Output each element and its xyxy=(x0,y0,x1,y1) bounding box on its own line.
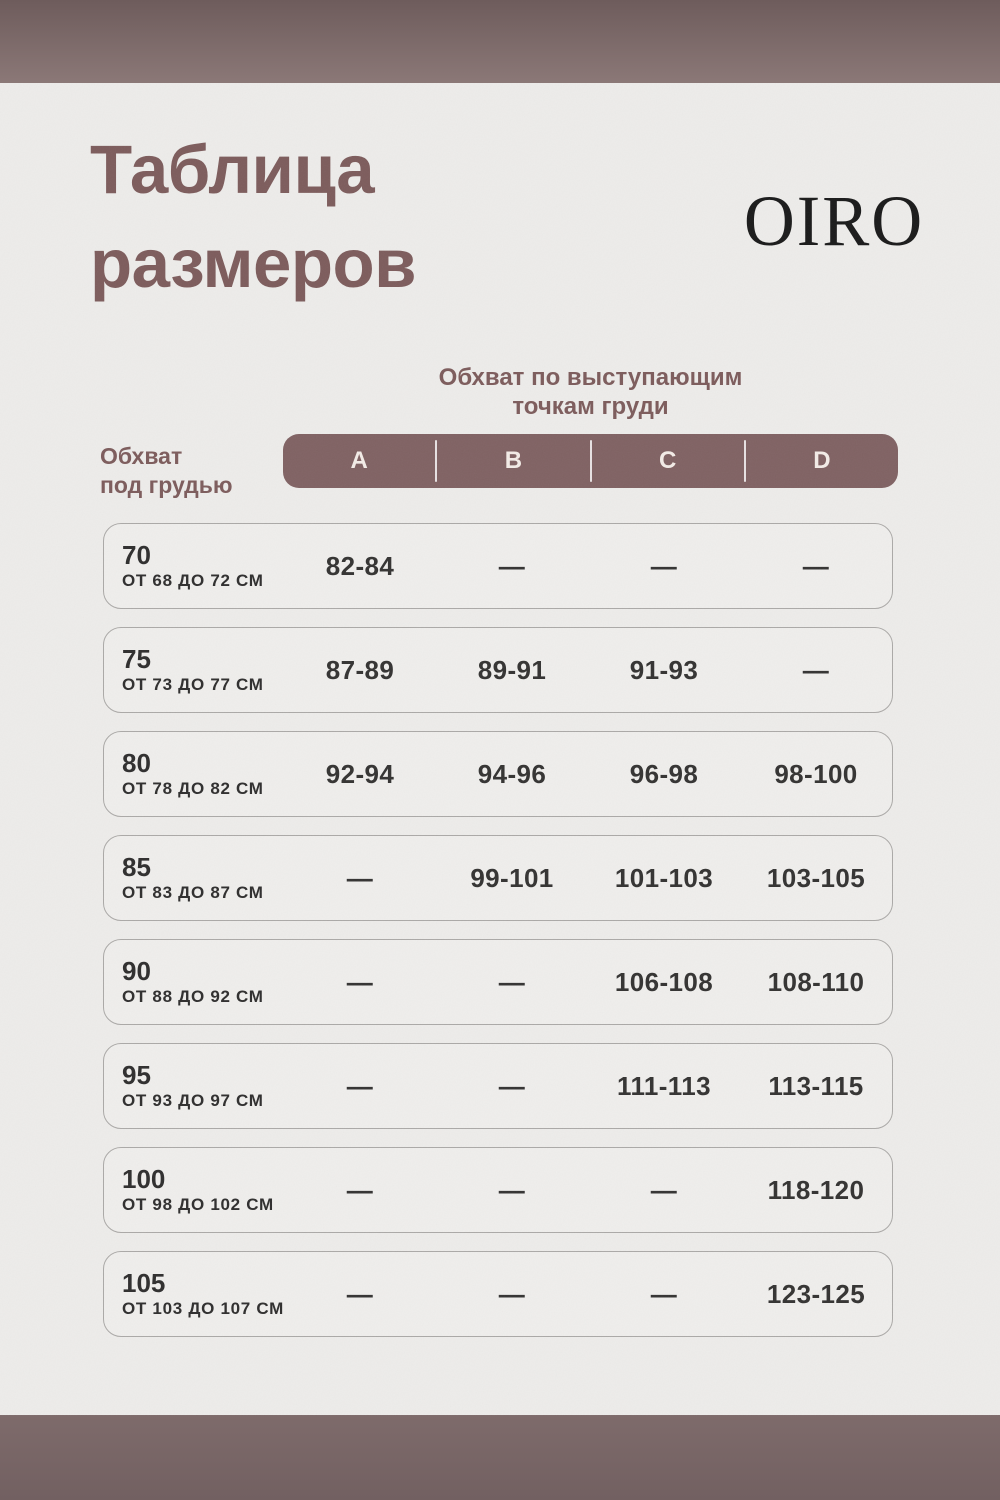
row-label xyxy=(104,645,284,695)
top-border-band xyxy=(0,0,1000,83)
row-value: — xyxy=(346,1174,374,1205)
size-row xyxy=(103,731,893,817)
size-row xyxy=(103,627,893,713)
size-chart-card xyxy=(0,83,1000,1415)
row-label xyxy=(104,1061,284,1111)
cup-column-d: D xyxy=(813,447,831,474)
row-value: — xyxy=(802,550,830,581)
row-label xyxy=(104,1165,284,1215)
row-value: 106-108 xyxy=(614,966,714,997)
size-row xyxy=(103,523,893,609)
row-value: 113-115 xyxy=(768,1070,864,1101)
row-value: 92-94 xyxy=(325,758,395,789)
row-value: — xyxy=(346,862,374,893)
row-range: ОТ 83 ДО 87 СМ xyxy=(122,883,264,902)
row-value: 99-101 xyxy=(470,862,554,893)
row-size: 100 xyxy=(122,1164,166,1194)
row-value: 123-125 xyxy=(766,1278,866,1309)
size-row xyxy=(103,1251,893,1337)
row-value: 98-100 xyxy=(774,758,858,789)
row-size: 80 xyxy=(122,748,151,778)
row-value: — xyxy=(650,1174,678,1205)
size-row xyxy=(103,835,893,921)
page-title-line1: Таблица xyxy=(90,131,375,208)
row-value: 108-110 xyxy=(767,966,865,997)
cup-column-c: C xyxy=(658,447,677,474)
row-value: 103-105 xyxy=(766,862,866,893)
row-range: ОТ 78 ДО 82 СМ xyxy=(122,779,264,798)
cup-column-b: B xyxy=(504,447,523,474)
row-range: ОТ 88 ДО 92 СМ xyxy=(122,987,264,1006)
underbust-row-header-line2: под грудью xyxy=(100,472,233,498)
size-rows xyxy=(103,523,893,1355)
row-range: ОТ 93 ДО 97 СМ xyxy=(122,1091,264,1110)
row-value: 111-113 xyxy=(617,1070,711,1101)
bust-columns-header-line2: точкам груди xyxy=(512,393,669,420)
row-value: — xyxy=(498,1070,526,1101)
row-label xyxy=(104,957,284,1007)
row-values xyxy=(284,628,892,712)
size-row xyxy=(103,1043,893,1129)
row-values xyxy=(284,940,892,1024)
row-value: 118-120 xyxy=(767,1174,865,1205)
row-label xyxy=(104,853,284,903)
row-value: — xyxy=(346,1070,374,1101)
underbust-row-header xyxy=(100,442,233,500)
row-value: 96-98 xyxy=(629,758,699,789)
row-values xyxy=(284,1044,892,1128)
row-value: 87-89 xyxy=(325,654,395,685)
row-value: 94-96 xyxy=(477,758,547,789)
row-value: 91-93 xyxy=(629,654,699,685)
row-value: — xyxy=(650,1278,678,1309)
bottom-border-band xyxy=(0,1415,1000,1500)
row-values xyxy=(284,524,892,608)
row-values xyxy=(284,732,892,816)
page-title-line2: размеров xyxy=(90,225,417,302)
row-values xyxy=(284,1252,892,1336)
row-label xyxy=(104,749,284,799)
row-values xyxy=(284,1148,892,1232)
row-value: 89-91 xyxy=(477,654,547,685)
row-size: 105 xyxy=(122,1268,166,1298)
row-size: 85 xyxy=(122,852,151,882)
row-value: — xyxy=(498,1278,526,1309)
row-value: — xyxy=(346,966,374,997)
row-value: — xyxy=(802,654,830,685)
underbust-row-header-line1: Обхват xyxy=(100,443,183,469)
row-size: 90 xyxy=(122,956,151,986)
cup-column-a: A xyxy=(350,447,368,474)
row-label xyxy=(104,1269,284,1319)
row-value: 82-84 xyxy=(325,550,395,581)
row-value: — xyxy=(346,1278,374,1309)
row-size: 75 xyxy=(122,644,151,674)
row-value: — xyxy=(650,550,678,581)
cup-size-header-bar xyxy=(283,434,898,488)
row-value: — xyxy=(498,550,526,581)
bust-columns-header xyxy=(283,363,898,421)
size-row xyxy=(103,939,893,1025)
row-size: 95 xyxy=(122,1060,151,1090)
size-row xyxy=(103,1147,893,1233)
row-value: — xyxy=(498,966,526,997)
page-title xyxy=(90,123,416,311)
row-value: — xyxy=(498,1174,526,1205)
row-size: 70 xyxy=(122,540,151,570)
brand-logo: OIRO xyxy=(743,181,925,261)
row-values xyxy=(284,836,892,920)
row-range: ОТ 98 ДО 102 СМ xyxy=(122,1195,274,1214)
bust-columns-header-line1: Обхват по выступающим xyxy=(438,364,743,391)
row-range: ОТ 103 ДО 107 СМ xyxy=(122,1299,284,1318)
row-range: ОТ 73 ДО 77 СМ xyxy=(122,675,264,694)
row-value: 101-103 xyxy=(614,862,714,893)
row-range: ОТ 68 ДО 72 СМ xyxy=(122,571,264,590)
row-label xyxy=(104,541,284,591)
